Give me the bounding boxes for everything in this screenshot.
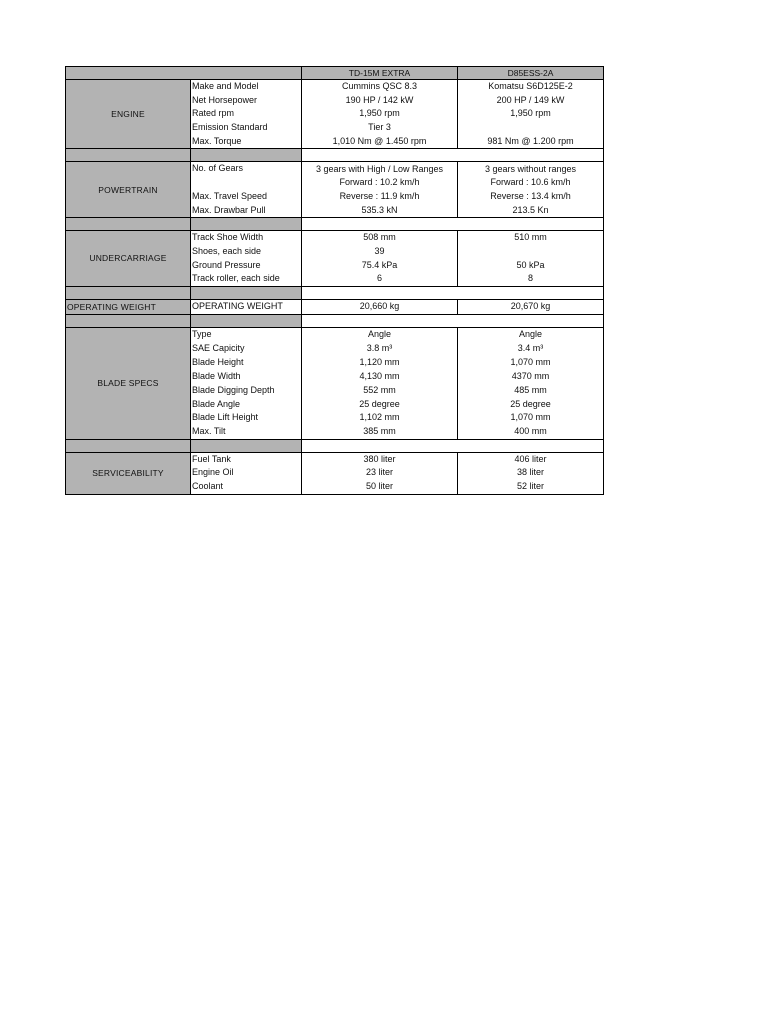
section-name-blade-specs: BLADE SPECS <box>66 327 191 439</box>
spec-comparison-table <box>65 66 604 495</box>
spec-value: 4370 mm <box>511 371 550 382</box>
operating-weight-label <box>191 300 302 315</box>
spec-label: Max. Drawbar Pull <box>192 204 266 215</box>
spacer-cell <box>191 287 302 300</box>
spec-value: 3 gears without ranges <box>484 163 577 174</box>
operating-weight-model-1 <box>302 300 458 315</box>
section-undercarriage <box>66 231 604 287</box>
header-blank-cell <box>66 67 302 80</box>
section-name-serviceability: SERVICEABILITY <box>66 452 191 494</box>
section-spacer <box>66 218 604 231</box>
spec-value: 3.8 m³ <box>366 343 393 354</box>
spacer-cell <box>302 439 604 452</box>
section-name-operating-weight: OPERATING WEIGHT <box>66 300 191 315</box>
header-model-1: TD-15M EXTRA <box>302 67 458 80</box>
spec-value: 406 liter <box>514 453 547 464</box>
header-row <box>66 67 604 80</box>
header-model-2: D85ESS-2A <box>458 67 604 80</box>
spec-label: Net Horsepower <box>192 94 258 105</box>
spec-value: 535.3 kN <box>361 204 398 215</box>
spec-value: 510 mm <box>514 232 547 243</box>
spec-value: 25 degree <box>359 398 400 409</box>
spacer-cell <box>191 439 302 452</box>
spec-label: OPERATING WEIGHT <box>192 301 283 312</box>
spec-label: Make and Model <box>192 81 259 91</box>
spec-value: Tier 3 <box>368 122 391 133</box>
spec-label: Emission Standard <box>192 122 268 133</box>
spec-value: Angle <box>518 328 543 339</box>
spacer-cell <box>302 218 604 231</box>
spec-label: Max. Tilt <box>192 425 226 436</box>
spec-label: Track roller, each side <box>192 273 280 284</box>
spec-label: Blade Lift Height <box>192 412 259 423</box>
spec-value: 50 liter <box>365 480 393 491</box>
powertrain-values-model-1 <box>302 162 458 218</box>
powertrain-labels <box>191 162 302 218</box>
section-name-undercarriage: UNDERCARRIAGE <box>66 231 191 287</box>
spec-value: 1,010 Nm @ 1.450 rpm <box>332 135 427 146</box>
spec-label: Engine Oil <box>192 467 234 478</box>
section-engine <box>66 80 604 149</box>
spacer-cell <box>302 314 604 327</box>
engine-labels <box>191 80 302 149</box>
spec-value: 20,660 kg <box>359 301 400 312</box>
spec-value: Forward : 10.6 km/h <box>490 177 571 188</box>
spec-value: 23 liter <box>365 467 393 478</box>
spec-value: 981 Nm @ 1.200 rpm <box>487 135 574 146</box>
spacer-cell <box>302 149 604 162</box>
spec-value: 1,120 mm <box>359 357 400 368</box>
spacer-cell <box>66 314 191 327</box>
spec-value: 508 mm <box>363 232 396 243</box>
section-spacer <box>66 287 604 300</box>
undercarriage-values-model-1 <box>302 231 458 287</box>
spec-value: 3 gears with High / Low Ranges <box>315 163 444 174</box>
spec-value: 39 <box>374 246 385 256</box>
spec-label: Type <box>192 328 212 339</box>
spec-value <box>458 121 603 135</box>
spec-label: Coolant <box>192 480 224 491</box>
section-name-powertrain: POWERTRAIN <box>66 162 191 218</box>
spacer-cell <box>66 287 191 300</box>
spec-label: Rated rpm <box>192 108 235 119</box>
spec-value: 213.5 Kn <box>512 204 549 215</box>
spacer-cell <box>302 287 604 300</box>
spec-value: 200 HP / 149 kW <box>496 94 565 105</box>
spec-value: 52 liter <box>516 480 544 491</box>
spec-value: Reverse : 13.4 km/h <box>490 190 571 201</box>
section-blade-specs <box>66 327 604 439</box>
spacer-cell <box>66 149 191 162</box>
spec-value: 4,130 mm <box>359 371 400 382</box>
spec-value: 6 <box>376 273 382 284</box>
serviceability-labels <box>191 452 302 494</box>
spacer-cell <box>191 218 302 231</box>
spec-label: Max. Travel Speed <box>192 191 268 202</box>
spec-label: Shoes, each side <box>192 246 262 256</box>
spec-value: 1,070 mm <box>510 412 551 423</box>
section-spacer <box>66 439 604 452</box>
section-powertrain <box>66 162 604 218</box>
spec-value: Cummins QSC 8.3 <box>341 81 418 91</box>
spec-value: 38 liter <box>516 467 544 478</box>
spec-label: Blade Width <box>192 371 241 382</box>
blade-labels <box>191 327 302 439</box>
spec-label: Track Shoe Width <box>192 232 264 243</box>
spec-value: 190 HP / 142 kW <box>345 94 414 105</box>
spec-value: Komatsu S6D125E-2 <box>488 81 573 91</box>
blade-values-model-2 <box>458 327 604 439</box>
powertrain-values-model-2 <box>458 162 604 218</box>
blade-values-model-1 <box>302 327 458 439</box>
spec-label: No. of Gears <box>192 163 244 174</box>
engine-values-model-1 <box>302 80 458 149</box>
spec-value: 385 mm <box>363 425 396 436</box>
spacer-cell <box>191 314 302 327</box>
spec-value: 380 liter <box>363 453 396 464</box>
spec-value: 3.4 m³ <box>517 343 544 354</box>
spec-value: 552 mm <box>363 384 396 395</box>
section-serviceability <box>66 452 604 494</box>
undercarriage-labels <box>191 231 302 287</box>
spec-label: Ground Pressure <box>192 259 261 270</box>
spacer-cell <box>191 149 302 162</box>
operating-weight-model-2 <box>458 300 604 315</box>
section-name-engine: ENGINE <box>66 80 191 149</box>
spec-value: 1,102 mm <box>359 412 400 423</box>
section-spacer <box>66 314 604 327</box>
spec-value: 400 mm <box>514 425 547 436</box>
spec-label: SAE Capicity <box>192 343 245 354</box>
spec-label: Blade Height <box>192 357 244 368</box>
spec-value: 1,950 rpm <box>510 108 551 119</box>
undercarriage-values-model-2 <box>458 231 604 287</box>
spec-value: 1,070 mm <box>510 357 551 368</box>
spec-value: 75.4 kPa <box>361 259 398 270</box>
spec-value: 1,950 rpm <box>359 108 400 119</box>
spacer-cell <box>66 218 191 231</box>
section-spacer <box>66 149 604 162</box>
spec-value: Angle <box>367 328 392 339</box>
spec-label: Max. Torque <box>192 135 242 146</box>
spec-value: 20,670 kg <box>510 301 551 312</box>
spec-value: Reverse : 11.9 km/h <box>339 190 420 201</box>
spec-label: Fuel Tank <box>192 453 231 464</box>
spec-value: Forward : 10.2 km/h <box>339 177 420 188</box>
spec-value: 8 <box>527 273 533 284</box>
spec-label: Blade Digging Depth <box>192 384 275 395</box>
serviceability-values-model-1 <box>302 452 458 494</box>
serviceability-values-model-2 <box>458 452 604 494</box>
spec-value: 485 mm <box>514 384 547 395</box>
engine-values-model-2 <box>458 80 604 149</box>
spec-value <box>458 245 603 259</box>
spec-value: 25 degree <box>510 398 551 409</box>
section-operating-weight <box>66 300 604 315</box>
spec-label: Blade Angle <box>192 398 241 409</box>
spacer-cell <box>66 439 191 452</box>
spec-value: 50 kPa <box>516 259 545 270</box>
